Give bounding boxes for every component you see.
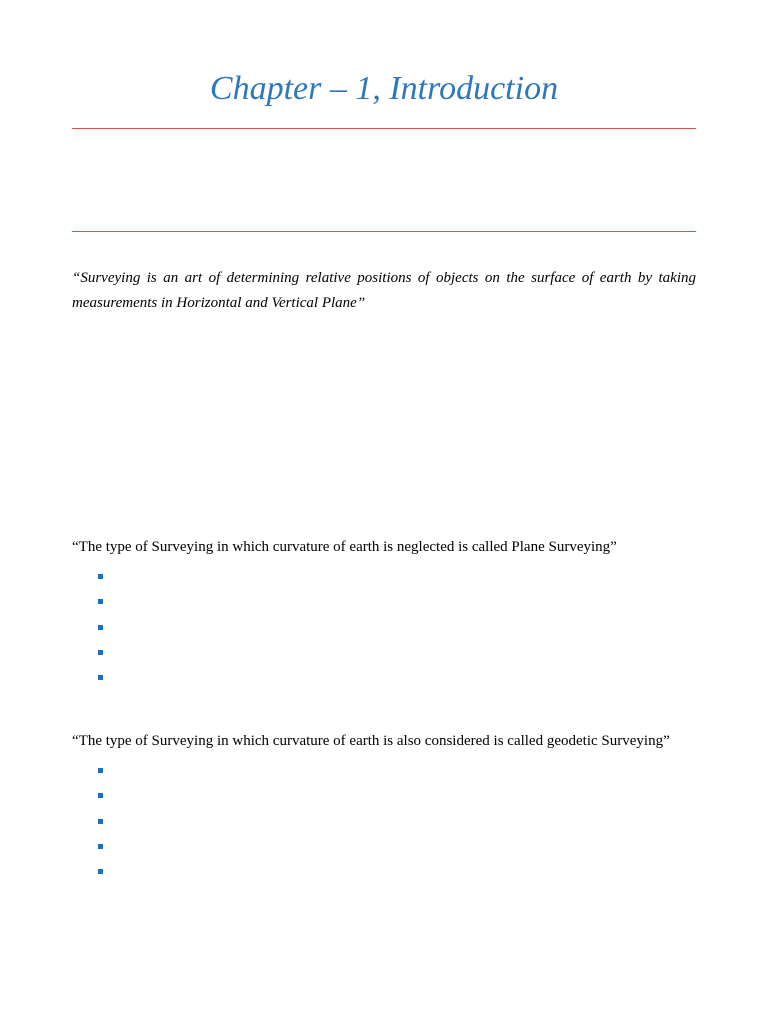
surveying-definition: “Surveying is an art of determining relative positions of objects on the surface of earth by taking measurements in Horizontal and Vertical Plane” [72,270,696,311]
square-bullet-icon [98,844,103,849]
square-bullet-icon [98,574,103,579]
geodetic-surveying-definition: “The type of Surveying in which curvature of earth is also considered is called geodetic Surveying” [72,733,670,749]
chapter-title: Chapter – 1, Introduction [209,70,559,107]
square-bullet-icon [98,768,103,773]
square-bullet-icon [98,625,103,630]
square-bullet-icon [98,675,103,680]
square-bullet-icon [98,869,103,874]
title-divider-bottom [72,231,696,232]
square-bullet-icon [98,650,103,655]
square-bullet-icon [98,599,103,604]
square-bullet-icon [98,793,103,798]
title-divider-top [72,128,696,129]
plane-surveying-definition: “The type of Surveying in which curvature of earth is neglected is called Plane Surveying” [72,539,617,555]
square-bullet-icon [98,819,103,824]
